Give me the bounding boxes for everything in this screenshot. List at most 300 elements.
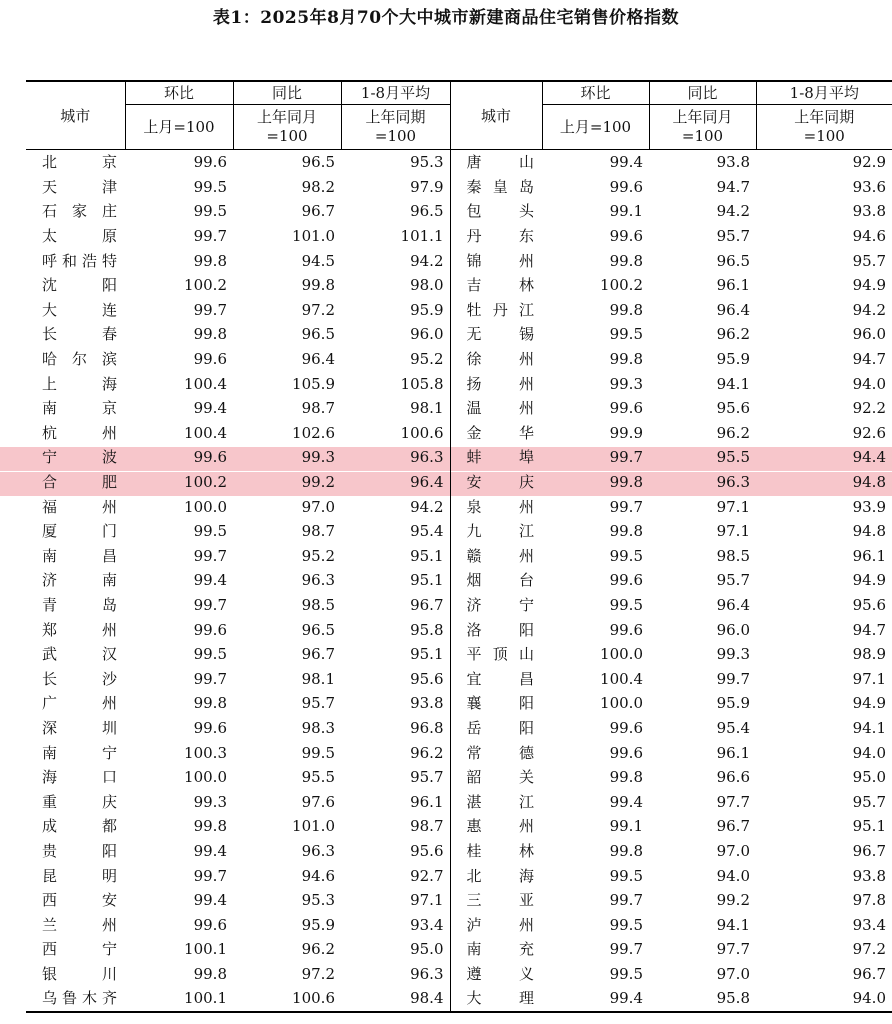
- mom-value: 100.2: [184, 276, 227, 295]
- avg-value: 97.9: [410, 177, 444, 196]
- yoy-value: 94.6: [301, 866, 335, 885]
- avg-value: 95.4: [410, 522, 444, 541]
- mom-value: 99.8: [193, 694, 227, 713]
- yoy-value: 102.6: [292, 423, 335, 442]
- mom-value: 99.1: [609, 817, 643, 836]
- table-row: [26, 642, 892, 667]
- mom-value: 99.4: [193, 571, 227, 590]
- city-cell: 九 江: [450, 519, 542, 544]
- yoy-value: 99.2: [716, 891, 750, 910]
- yoy-value: 95.2: [301, 546, 335, 565]
- city-cell: 合 肥: [42, 473, 117, 492]
- table-row: [26, 888, 892, 913]
- mom-value: 99.4: [193, 891, 227, 910]
- avg-value: 94.0: [756, 986, 892, 1012]
- mom-value: 99.4: [609, 153, 643, 172]
- avg-value: 95.6: [410, 669, 444, 688]
- avg-value: 92.6: [852, 423, 886, 442]
- city-cell: 深 圳: [42, 718, 117, 737]
- avg-value: 95.6: [852, 595, 886, 614]
- city-cell: 北 海: [450, 863, 542, 888]
- avg-header-left: 1-8月平均: [341, 81, 450, 105]
- yoy-value: 96.4: [716, 595, 750, 614]
- mom-value: 99.6: [609, 620, 643, 639]
- city-cell: 蚌 埠: [450, 445, 542, 470]
- city-cell: 包 头: [450, 199, 542, 224]
- avg-value: 105.8: [400, 374, 444, 393]
- table-row: [26, 666, 892, 691]
- yoy-value: 97.1: [716, 497, 750, 516]
- yoy-value: 95.7: [301, 694, 335, 713]
- city-cell: 湛 江: [450, 789, 542, 814]
- mom-value: 99.5: [609, 915, 643, 934]
- table-row: [26, 617, 892, 642]
- yoy-value: 96.1: [716, 743, 750, 762]
- mom-value: 99.6: [609, 177, 643, 196]
- mom-value: 99.6: [609, 718, 643, 737]
- city-cell: 牡丹江: [450, 298, 542, 323]
- yoy-value: 96.7: [301, 202, 335, 221]
- avg-value: 98.0: [410, 276, 444, 295]
- yoy-value: 96.3: [301, 571, 335, 590]
- city-cell: 青 岛: [42, 595, 117, 614]
- mom-value: 99.3: [609, 374, 643, 393]
- yoy-base-right: 上年同月 =100: [649, 105, 756, 150]
- avg-value: 96.8: [410, 718, 444, 737]
- city-cell: 无 锡: [450, 322, 542, 347]
- mom-value: 100.0: [600, 694, 643, 713]
- avg-value: 96.3: [410, 448, 444, 467]
- city-cell: 长 沙: [42, 669, 117, 688]
- mom-value: 99.5: [609, 866, 643, 885]
- city-cell: 长 春: [42, 325, 117, 344]
- avg-value: 98.7: [410, 817, 444, 836]
- mom-value: 99.7: [609, 940, 643, 959]
- yoy-value: 98.7: [301, 399, 335, 418]
- mom-value: 99.6: [193, 153, 227, 172]
- table-row: [26, 199, 892, 224]
- avg-value: 94.9: [852, 694, 886, 713]
- mom-value: 99.8: [609, 768, 643, 787]
- table-row: [26, 371, 892, 396]
- yoy-value: 96.5: [301, 153, 335, 172]
- yoy-value: 96.6: [716, 768, 750, 787]
- city-cell: 银 川: [42, 964, 117, 983]
- avg-value: 94.4: [852, 448, 886, 467]
- yoy-value: 98.1: [301, 669, 335, 688]
- city-header-right: 城市: [450, 81, 542, 150]
- city-cell: 济 南: [42, 571, 117, 590]
- avg-value: 96.7: [852, 841, 886, 860]
- avg-value: 94.2: [410, 497, 444, 516]
- yoy-value: 100.6: [233, 986, 341, 1012]
- avg-value: 95.2: [410, 350, 444, 369]
- city-cell: 杭 州: [42, 423, 117, 442]
- yoy-value: 98.7: [301, 522, 335, 541]
- avg-value: 95.8: [410, 620, 444, 639]
- table-row: [26, 789, 892, 814]
- city-cell: 烟 台: [450, 568, 542, 593]
- table-row: [26, 298, 892, 323]
- avg-value: 96.3: [410, 964, 444, 983]
- mom-value: 99.7: [609, 891, 643, 910]
- city-cell: 上 海: [42, 374, 117, 393]
- mom-value: 99.5: [193, 202, 227, 221]
- mom-value: 99.7: [193, 866, 227, 885]
- avg-header-right: 1-8月平均: [756, 81, 892, 105]
- mom-value: 99.7: [609, 497, 643, 516]
- avg-value: 95.1: [410, 645, 444, 664]
- mom-value: 99.6: [193, 350, 227, 369]
- mom-value: 100.4: [184, 423, 227, 442]
- city-cell: 襄 阳: [450, 691, 542, 716]
- city-cell: 乌鲁木齐: [26, 986, 125, 1012]
- mom-value: 99.8: [609, 350, 643, 369]
- table-row: [26, 150, 892, 175]
- table-row: [26, 470, 892, 495]
- mom-value: 99.7: [193, 546, 227, 565]
- city-cell: 吉 林: [450, 273, 542, 298]
- avg-value: 94.2: [410, 251, 444, 270]
- city-cell: 唐 山: [450, 150, 542, 175]
- yoy-value: 96.5: [301, 620, 335, 639]
- city-header-left: 城市: [60, 106, 91, 125]
- mom-value: 100.1: [125, 986, 233, 1012]
- table-row: [26, 839, 892, 864]
- avg-value: 94.9: [852, 571, 886, 590]
- yoy-value: 95.9: [716, 350, 750, 369]
- city-cell: 天 津: [42, 177, 117, 196]
- table-row: [26, 740, 892, 765]
- yoy-value: 96.2: [716, 325, 750, 344]
- mom-base-left: 上月=100: [125, 105, 233, 150]
- table-row: [26, 986, 892, 1012]
- yoy-value: 95.7: [716, 571, 750, 590]
- yoy-value: 95.5: [301, 768, 335, 787]
- mom-value: 99.9: [609, 423, 643, 442]
- table-row: [26, 962, 892, 987]
- city-cell: 厦 门: [42, 522, 117, 541]
- avg-value: 97.1: [852, 669, 886, 688]
- table-row: [26, 273, 892, 298]
- avg-value: 96.7: [410, 595, 444, 614]
- avg-value: 95.0: [410, 940, 444, 959]
- avg-value: 96.2: [410, 743, 444, 762]
- city-cell: 沈 阳: [42, 276, 117, 295]
- mom-value: 99.8: [193, 964, 227, 983]
- mom-value: 99.6: [609, 743, 643, 762]
- avg-value: 93.8: [852, 866, 886, 885]
- yoy-value: 94.0: [716, 866, 750, 885]
- city-cell: 秦皇岛: [450, 175, 542, 200]
- mom-value: 99.5: [609, 546, 643, 565]
- avg-value: 93.8: [410, 694, 444, 713]
- table-row: [26, 421, 892, 446]
- avg-value: 97.1: [410, 891, 444, 910]
- avg-value: 101.1: [400, 227, 444, 246]
- table-row: [26, 445, 892, 470]
- mom-value: 99.8: [609, 300, 643, 319]
- yoy-header-right: 同比: [649, 81, 756, 105]
- mom-value: 99.5: [193, 645, 227, 664]
- mom-value: 99.8: [193, 251, 227, 270]
- city-cell: 桂 林: [450, 839, 542, 864]
- city-cell: 福 州: [42, 497, 117, 516]
- table-row: [26, 912, 892, 937]
- avg-value: 93.8: [852, 202, 886, 221]
- city-cell: 西 安: [42, 891, 117, 910]
- avg-value: 96.1: [410, 792, 444, 811]
- city-cell: 南 昌: [42, 546, 117, 565]
- city-cell: 常 德: [450, 740, 542, 765]
- city-cell: 宜 昌: [450, 666, 542, 691]
- yoy-value: 93.8: [716, 153, 750, 172]
- mom-value: 99.3: [193, 792, 227, 811]
- city-cell: 温 州: [450, 396, 542, 421]
- city-cell: 成 都: [42, 817, 117, 836]
- avg-value: 94.0: [852, 743, 886, 762]
- avg-value: 95.9: [410, 300, 444, 319]
- city-cell: 石家庄: [42, 202, 117, 221]
- mom-value: 100.0: [600, 645, 643, 664]
- mom-value: 100.0: [184, 497, 227, 516]
- city-cell: 兰 州: [42, 915, 117, 934]
- yoy-value: 97.1: [716, 522, 750, 541]
- table-row: [26, 691, 892, 716]
- yoy-value: 96.5: [716, 251, 750, 270]
- city-cell: 泸 州: [450, 912, 542, 937]
- yoy-value: 96.0: [716, 620, 750, 639]
- table-row: [26, 396, 892, 421]
- avg-value: 95.7: [852, 251, 886, 270]
- avg-value: 94.0: [852, 374, 886, 393]
- avg-value: 93.4: [852, 915, 886, 934]
- avg-value: 95.6: [410, 841, 444, 860]
- city-cell: 重 庆: [42, 792, 117, 811]
- table-row: [26, 248, 892, 273]
- avg-value: 95.1: [410, 571, 444, 590]
- avg-value: 95.7: [410, 768, 444, 787]
- city-cell: 昆 明: [42, 866, 117, 885]
- yoy-value: 96.7: [301, 645, 335, 664]
- yoy-value: 98.5: [716, 546, 750, 565]
- city-cell: 扬 州: [450, 371, 542, 396]
- city-cell: 安 庆: [450, 470, 542, 495]
- city-cell: 南 京: [42, 399, 117, 418]
- city-cell: 哈尔滨: [42, 350, 117, 369]
- avg-value: 98.9: [852, 645, 886, 664]
- mom-value: 99.6: [609, 227, 643, 246]
- mom-value: 99.6: [193, 620, 227, 639]
- mom-value: 99.7: [193, 669, 227, 688]
- mom-header-right: 环比: [542, 81, 649, 105]
- mom-value: 100.4: [600, 669, 643, 688]
- yoy-value: 99.3: [301, 448, 335, 467]
- avg-value: 95.0: [852, 768, 886, 787]
- yoy-value: 97.7: [716, 792, 750, 811]
- table-row: [26, 863, 892, 888]
- avg-value: 96.7: [852, 964, 886, 983]
- city-cell: 赣 州: [450, 544, 542, 569]
- avg-value: 98.1: [410, 399, 444, 418]
- avg-value: 94.6: [852, 227, 886, 246]
- avg-value: 96.4: [410, 473, 444, 492]
- avg-base-right: 上年同期 =100: [756, 105, 892, 150]
- table-row: [26, 568, 892, 593]
- mom-value: 99.7: [193, 227, 227, 246]
- city-cell: 大 连: [42, 300, 117, 319]
- yoy-value: 95.7: [716, 227, 750, 246]
- mom-value: 100.1: [184, 940, 227, 959]
- yoy-header-left: 同比: [233, 81, 341, 105]
- mom-value: 100.3: [184, 743, 227, 762]
- mom-value: 99.7: [609, 448, 643, 467]
- city-cell: 三 亚: [450, 888, 542, 913]
- mom-value: 99.8: [609, 522, 643, 541]
- city-cell: 遵 义: [450, 962, 542, 987]
- mom-value: 99.4: [542, 986, 649, 1012]
- city-cell: 惠 州: [450, 814, 542, 839]
- yoy-value: 101.0: [292, 817, 335, 836]
- city-cell: 西 宁: [42, 940, 117, 959]
- mom-value: 99.4: [609, 792, 643, 811]
- city-cell: 大 理: [450, 986, 542, 1012]
- city-cell: 泉 州: [450, 494, 542, 519]
- table-row: [26, 716, 892, 741]
- avg-value: 94.2: [852, 300, 886, 319]
- avg-value: 93.9: [852, 497, 886, 516]
- yoy-value: 96.3: [301, 841, 335, 860]
- yoy-value: 95.5: [716, 448, 750, 467]
- mom-value: 99.5: [609, 325, 643, 344]
- mom-value: 99.6: [193, 448, 227, 467]
- yoy-value: 97.6: [301, 792, 335, 811]
- mom-value: 99.5: [193, 177, 227, 196]
- yoy-value: 101.0: [292, 227, 335, 246]
- yoy-value: 96.5: [301, 325, 335, 344]
- mom-value: 99.5: [609, 964, 643, 983]
- yoy-value: 95.8: [649, 986, 756, 1012]
- avg-value: 94.7: [852, 620, 886, 639]
- city-cell: 北 京: [42, 153, 117, 172]
- avg-value: 96.5: [410, 202, 444, 221]
- yoy-value: 94.7: [716, 177, 750, 196]
- yoy-value: 96.2: [301, 940, 335, 959]
- city-cell: 宁 波: [42, 448, 117, 467]
- yoy-value: 96.3: [716, 473, 750, 492]
- mom-value: 99.8: [609, 473, 643, 492]
- avg-value: 100.6: [400, 423, 444, 442]
- city-cell: 贵 阳: [42, 841, 117, 860]
- table-row: [26, 494, 892, 519]
- city-cell: 丹 东: [450, 224, 542, 249]
- avg-value: 95.1: [852, 817, 886, 836]
- avg-value: 94.8: [852, 522, 886, 541]
- avg-value: 92.9: [852, 153, 886, 172]
- mom-value: 99.6: [193, 915, 227, 934]
- yoy-value: 99.8: [301, 276, 335, 295]
- mom-value: 99.8: [193, 325, 227, 344]
- yoy-value: 95.4: [716, 718, 750, 737]
- yoy-value: 95.3: [301, 891, 335, 910]
- mom-value: 99.6: [609, 399, 643, 418]
- yoy-value: 94.1: [716, 915, 750, 934]
- mom-value: 99.1: [609, 202, 643, 221]
- avg-value: 96.1: [852, 546, 886, 565]
- mom-value: 100.2: [184, 473, 227, 492]
- yoy-value: 96.1: [716, 276, 750, 295]
- city-cell: 金 华: [450, 421, 542, 446]
- yoy-value: 95.9: [716, 694, 750, 713]
- table-row: [26, 224, 892, 249]
- yoy-value: 97.0: [716, 841, 750, 860]
- yoy-base-left: 上年同月 =100: [233, 105, 341, 150]
- yoy-value: 105.9: [292, 374, 335, 393]
- table-row: [26, 814, 892, 839]
- mom-value: 99.6: [609, 571, 643, 590]
- yoy-value: 96.4: [301, 350, 335, 369]
- avg-value: 92.2: [852, 399, 886, 418]
- yoy-value: 97.0: [716, 964, 750, 983]
- yoy-value: 96.4: [716, 300, 750, 319]
- yoy-value: 94.2: [716, 202, 750, 221]
- yoy-value: 95.6: [716, 399, 750, 418]
- city-cell: 海 口: [42, 768, 117, 787]
- mom-header-left: 环比: [125, 81, 233, 105]
- mom-value: 99.7: [193, 595, 227, 614]
- mom-value: 99.4: [193, 841, 227, 860]
- city-cell: 广 州: [42, 694, 117, 713]
- avg-value: 95.1: [410, 546, 444, 565]
- avg-value: 95.3: [410, 153, 444, 172]
- mom-value: 100.2: [600, 276, 643, 295]
- city-cell: 济 宁: [450, 593, 542, 618]
- city-cell: 岳 阳: [450, 716, 542, 741]
- city-cell: 韶 关: [450, 765, 542, 790]
- table-row: [26, 765, 892, 790]
- mom-value: 99.4: [193, 399, 227, 418]
- table-row: [26, 593, 892, 618]
- mom-value: 99.8: [193, 817, 227, 836]
- avg-value: 97.2: [852, 940, 886, 959]
- mom-value: 99.6: [193, 718, 227, 737]
- table-row: [26, 322, 892, 347]
- city-cell: 武 汉: [42, 645, 117, 664]
- city-cell: 锦 州: [450, 248, 542, 273]
- city-cell: 南 宁: [42, 743, 117, 762]
- yoy-value: 97.2: [301, 964, 335, 983]
- mom-base-right: 上月=100: [542, 105, 649, 150]
- yoy-value: 99.7: [716, 669, 750, 688]
- yoy-value: 98.5: [301, 595, 335, 614]
- avg-value: 93.6: [852, 177, 886, 196]
- avg-value: 93.4: [410, 915, 444, 934]
- mom-value: 100.0: [184, 768, 227, 787]
- yoy-value: 97.2: [301, 300, 335, 319]
- avg-base-left: 上年同期 =100: [341, 105, 450, 150]
- avg-value: 95.7: [852, 792, 886, 811]
- avg-value: 98.4: [341, 986, 450, 1012]
- mom-value: 99.5: [193, 522, 227, 541]
- yoy-value: 95.9: [301, 915, 335, 934]
- table-row: [26, 937, 892, 962]
- city-cell: 洛 阳: [450, 617, 542, 642]
- city-cell: 呼和浩特: [42, 251, 117, 270]
- page-title: 表1：2025年8月70个大中城市新建商品住宅销售价格指数: [212, 8, 680, 28]
- table-row: [26, 544, 892, 569]
- yoy-value: 99.3: [716, 645, 750, 664]
- yoy-value: 94.1: [716, 374, 750, 393]
